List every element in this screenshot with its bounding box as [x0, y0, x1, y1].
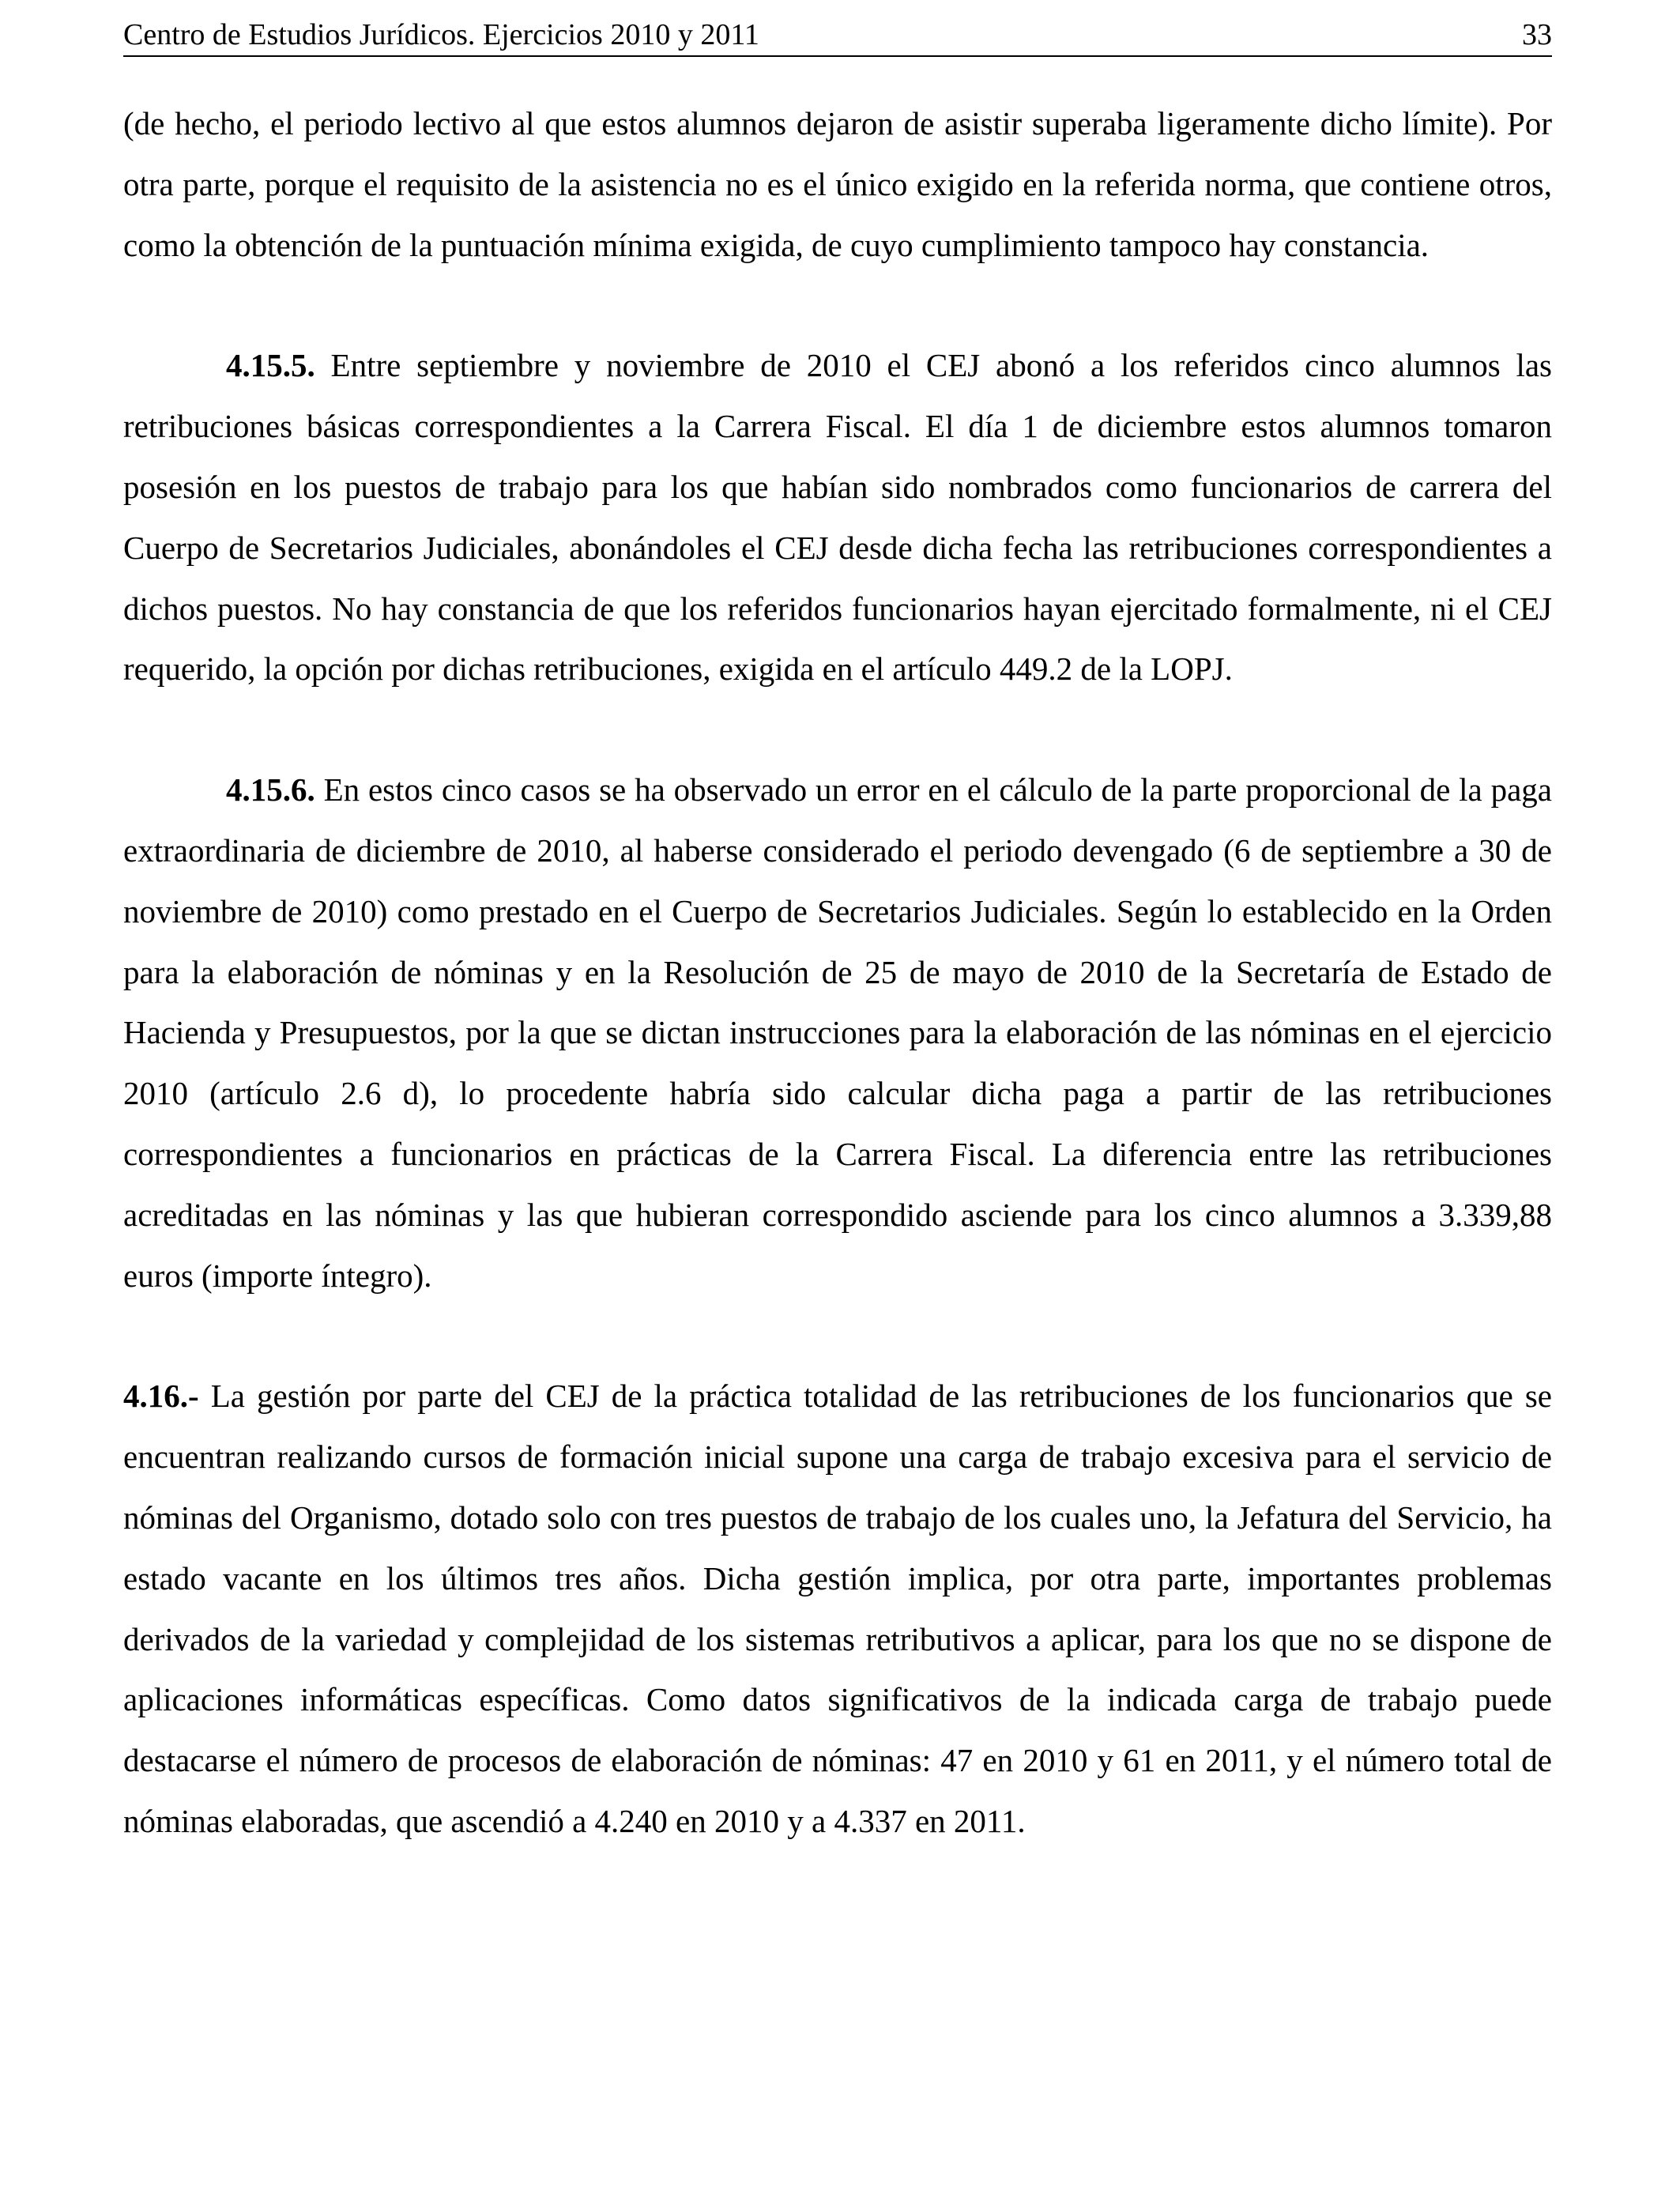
paragraph-continuation — [123, 93, 1552, 275]
page-number: 33 — [1522, 18, 1552, 51]
paragraph-text: La gestión por parte del CEJ de la práctica totalidad de las retribuciones de los funcionarios que se encuentran realizando cursos de formación inicial supone una carga de trabajo excesiva para el servicio de nóminas del Organismo, dotado solo con tres puestos de trabajo de los cuales uno, la Jefatura del Servicio, ha estado vacante en los últimos tres años. Dicha gestión implica, por otra parte, importantes problemas derivados de la variedad y complejidad de los sistemas retributivos a aplicar, para los que no se dispone de aplicaciones informáticas específicas. Como datos significativos de la indicada carga de trabajo puede destacarse el número de procesos de elaboración de nóminas: 47 en 2010 y 61 en 2011, y el número total de nóminas elaboradas, que ascendió a 4.240 en 2010 y a 4.337 en 2011. — [123, 1378, 1552, 1839]
paragraph-4-15-6 — [123, 760, 1552, 1306]
document-body — [123, 93, 1552, 1912]
paragraph-4-16 — [123, 1366, 1552, 1851]
paragraph-text: (de hecho, el periodo lectivo al que estos alumnos dejaron de asistir superaba ligeramente dicho límite). Por otra parte, porque el requisito de la asistencia no es el único exigido en la referida norma, que contiene otros, como la obtención de la puntuación mínima exigida, de cuyo cumplimiento tampoco hay constancia. — [123, 105, 1552, 263]
paragraph-number: 4.15.5. — [226, 347, 315, 384]
paragraph-4-15-5 — [123, 335, 1552, 699]
header-title: Centro de Estudios Jurídicos. Ejercicios 2010 y 2011 — [123, 18, 759, 51]
paragraph-number: 4.15.6. — [226, 771, 315, 809]
page-header — [123, 14, 1552, 55]
header-rule — [123, 55, 1552, 57]
paragraph-text: En estos cinco casos se ha observado un error en el cálculo de la parte proporcional de la paga extraordinaria de diciembre de 2010, al haberse considerado el periodo devengado (6 de septiembre a 30 de noviembre de 2010) como prestado en el Cuerpo de Secretarios Judiciales. Según lo establecido en la Orden para la elaboración de nóminas y en la Resolución de 25 de mayo de 2010 de la Secretaría de Estado de Hacienda y Presupuestos, por la que se dictan instrucciones para la elaboración de las nóminas en el ejercicio 2010 (artículo 2.6 d), lo procedente habría sido calcular dicha paga a partir de las retribuciones correspondientes a funcionarios en prácticas de la Carrera Fiscal. La diferencia entre las retribuciones acreditadas en las nóminas y las que hubieran correspondido asciende para los cinco alumnos a 3.339,88 euros (importe íntegro). — [123, 771, 1552, 1294]
paragraph-text: Entre septiembre y noviembre de 2010 el CEJ abonó a los referidos cinco alumnos las retribuciones básicas correspondientes a la Carrera Fiscal. El día 1 de diciembre estos alumnos tomaron posesión en los puestos de trabajo para los que habían sido nombrados como funcionarios de carrera del Cuerpo de Secretarios Judiciales, abonándoles el CEJ desde dicha fecha las retribuciones correspondientes a dichos puestos. No hay constancia de que los referidos funcionarios hayan ejercitado formalmente, ni el CEJ requerido, la opción por dichas retribuciones, exigida en el artículo 449.2 de la LOPJ. — [123, 347, 1552, 688]
paragraph-number: 4.16.- — [123, 1378, 199, 1415]
